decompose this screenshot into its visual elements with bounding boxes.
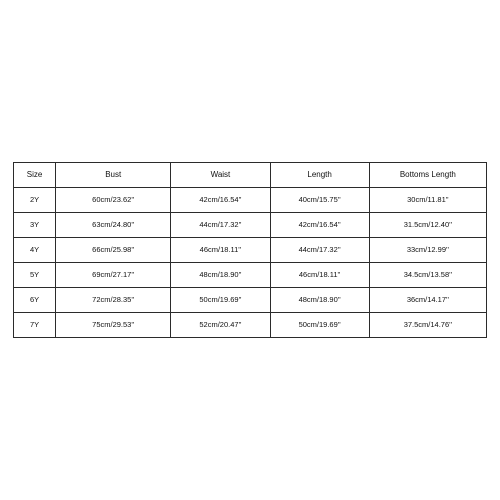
- header-bust: Bust: [56, 163, 171, 188]
- cell-size: 5Y: [14, 263, 56, 288]
- cell-length: 50cm/19.69'': [270, 313, 369, 338]
- cell-waist: 50cm/19.69'': [171, 288, 270, 313]
- cell-length: 46cm/18.11'': [270, 263, 369, 288]
- table-header-row: [14, 163, 487, 188]
- cell-bust: 69cm/27.17'': [56, 263, 171, 288]
- cell-length: 48cm/18.90'': [270, 288, 369, 313]
- cell-bottoms-length: 33cm/12.99'': [369, 238, 486, 263]
- cell-size: 3Y: [14, 213, 56, 238]
- cell-size: 2Y: [14, 188, 56, 213]
- cell-waist: 42cm/16.54'': [171, 188, 270, 213]
- cell-waist: 48cm/18.90'': [171, 263, 270, 288]
- table-row: [14, 238, 487, 263]
- cell-waist: 52cm/20.47'': [171, 313, 270, 338]
- cell-length: 40cm/15.75'': [270, 188, 369, 213]
- table-row: [14, 288, 487, 313]
- cell-bottoms-length: 31.5cm/12.40'': [369, 213, 486, 238]
- cell-bust: 72cm/28.35'': [56, 288, 171, 313]
- header-length: Length: [270, 163, 369, 188]
- cell-bottoms-length: 34.5cm/13.58'': [369, 263, 486, 288]
- cell-waist: 46cm/18.11'': [171, 238, 270, 263]
- cell-length: 42cm/16.54'': [270, 213, 369, 238]
- cell-size: 4Y: [14, 238, 56, 263]
- table-row: [14, 313, 487, 338]
- cell-bust: 66cm/25.98'': [56, 238, 171, 263]
- header-waist: Waist: [171, 163, 270, 188]
- cell-bust: 60cm/23.62'': [56, 188, 171, 213]
- cell-bust: 75cm/29.53'': [56, 313, 171, 338]
- cell-size: 7Y: [14, 313, 56, 338]
- cell-length: 44cm/17.32'': [270, 238, 369, 263]
- size-chart-table: [13, 162, 487, 338]
- cell-bust: 63cm/24.80'': [56, 213, 171, 238]
- header-bottoms-length: Bottoms Length: [369, 163, 486, 188]
- header-size: Size: [14, 163, 56, 188]
- cell-size: 6Y: [14, 288, 56, 313]
- cell-bottoms-length: 36cm/14.17'': [369, 288, 486, 313]
- cell-waist: 44cm/17.32'': [171, 213, 270, 238]
- table-row: [14, 263, 487, 288]
- table-row: [14, 213, 487, 238]
- table-row: [14, 188, 487, 213]
- cell-bottoms-length: 37.5cm/14.76'': [369, 313, 486, 338]
- cell-bottoms-length: 30cm/11.81'': [369, 188, 486, 213]
